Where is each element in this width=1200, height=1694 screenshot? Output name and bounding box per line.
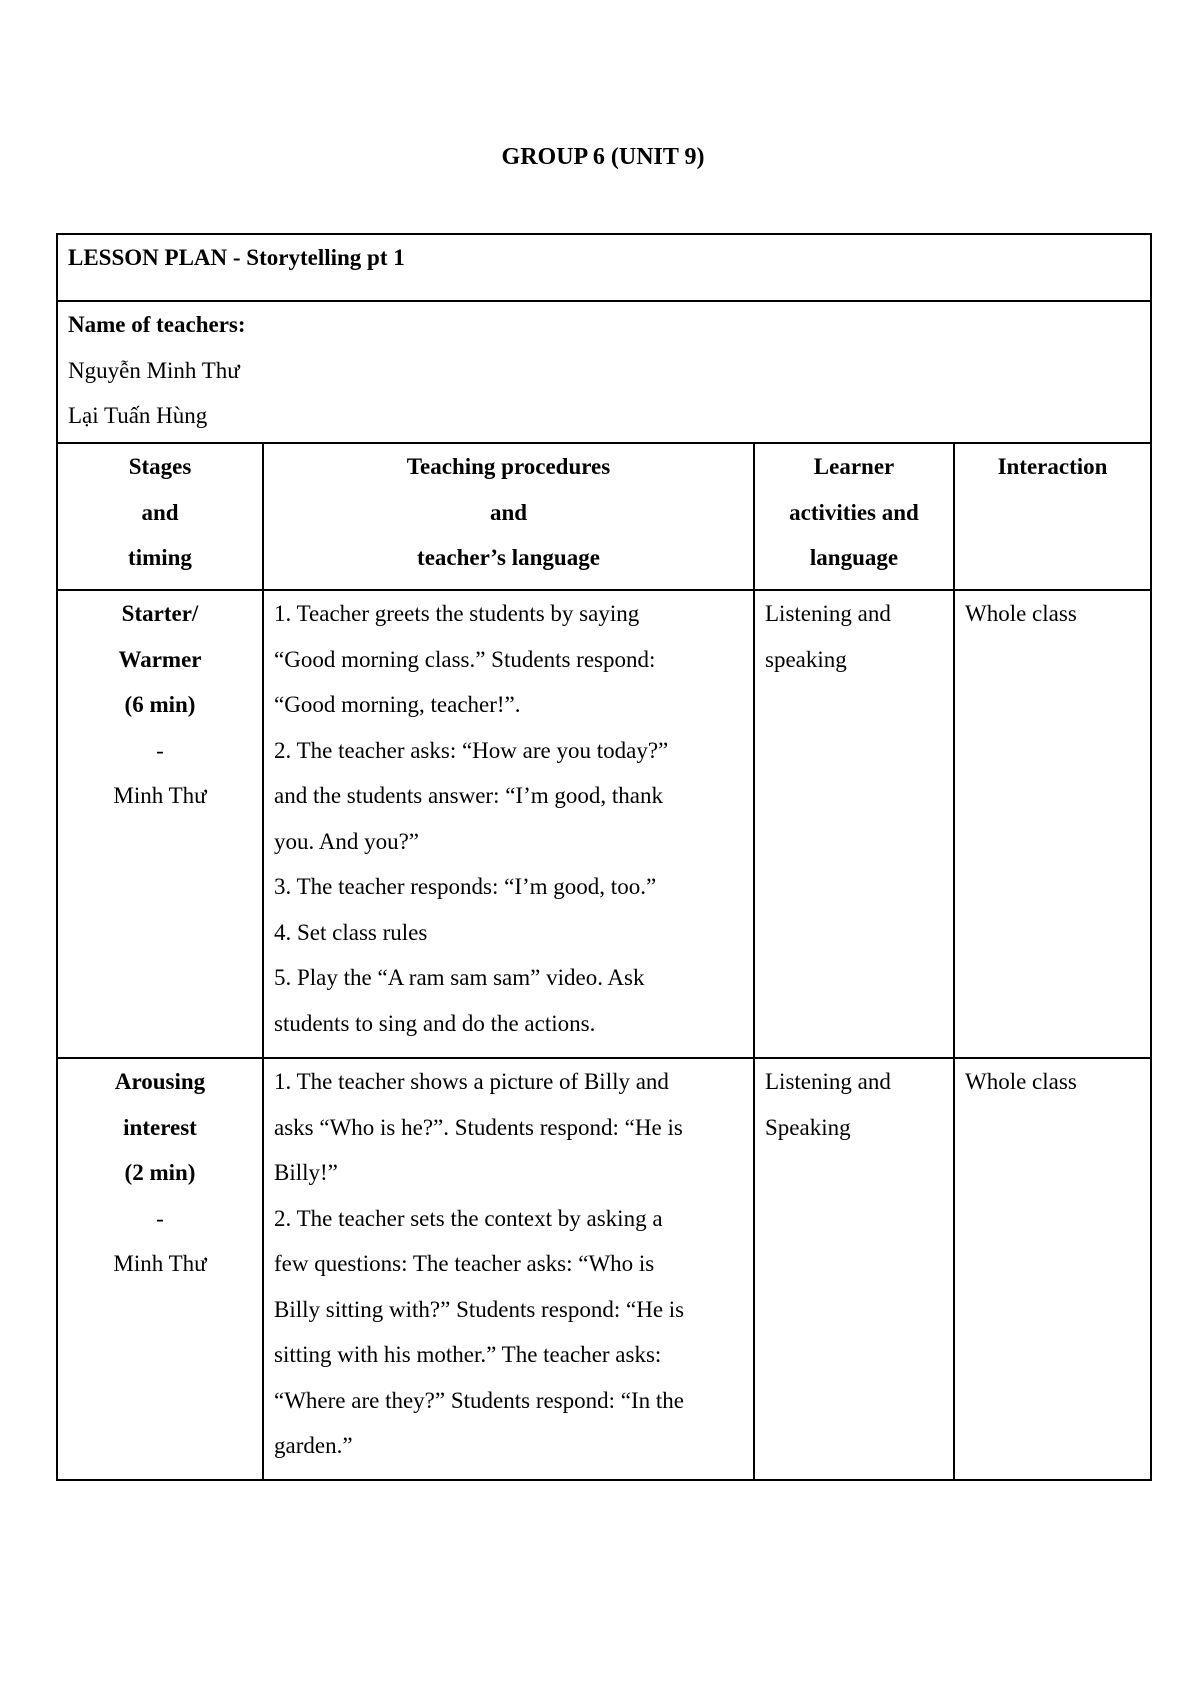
procedure-line: and the students answer: “I’m good, thank — [274, 783, 663, 808]
procedure-line: students to sing and do the actions. — [274, 1010, 596, 1036]
procedure-line: 3. The teacher responds: “I’m good, too.” — [274, 874, 657, 899]
stage-row-arousing — [57, 1058, 1151, 1480]
learner-line: Speaking — [765, 1114, 851, 1140]
interaction-cell — [954, 1058, 1151, 1480]
procedure-line: 1. Teacher greets the students by saying — [274, 601, 640, 626]
procedure-line: sitting with his mother.” The teacher asks: — [274, 1342, 662, 1367]
stage-teacher: Minh Thư — [113, 1251, 207, 1276]
column-header-text: activities and — [789, 499, 919, 525]
procedure-line: garden.” — [274, 1433, 353, 1458]
column-header-row — [57, 443, 1151, 590]
column-header-text: Interaction — [997, 454, 1108, 479]
column-header-text: Stages — [128, 454, 192, 479]
procedure-line: Billy sitting with?” Students respond: “He is — [274, 1296, 685, 1322]
column-header-learner — [754, 443, 954, 590]
stage-separator: - — [156, 1205, 164, 1231]
column-header-stages — [57, 443, 263, 590]
stage-timing: (2 min) — [124, 1160, 196, 1185]
stage-name: Starter/ — [121, 601, 199, 626]
lesson-plan-header-cell — [57, 234, 1151, 301]
column-header-text: timing — [128, 545, 192, 570]
document-title: GROUP 6 (UNIT 9) — [501, 144, 705, 170]
teacher-name: Nguyễn Minh Thư — [68, 357, 240, 383]
stage-name: Warmer — [118, 646, 202, 672]
procedure-line: Billy!” — [274, 1160, 338, 1185]
interaction-text: Whole class — [965, 601, 1077, 626]
learner-cell — [754, 1058, 954, 1480]
interaction-cell — [954, 590, 1151, 1058]
column-header-interaction — [954, 443, 1151, 590]
stage-separator: - — [156, 737, 164, 763]
lesson-plan-header-row — [57, 234, 1151, 301]
column-header-text: teacher’s language — [417, 545, 600, 570]
procedure-line: 5. Play the “A ram sam sam” video. Ask — [274, 965, 645, 990]
column-header-text: Learner — [813, 454, 895, 479]
interaction-text: Whole class — [965, 1069, 1077, 1094]
lesson-plan-label: LESSON PLAN - — [68, 245, 247, 270]
procedures-cell — [263, 590, 754, 1058]
procedure-line: 2. The teacher sets the context by asking a — [274, 1205, 663, 1231]
column-header-text: Teaching procedures — [406, 454, 611, 479]
procedure-line: few questions: The teacher asks: “Who is — [274, 1251, 655, 1276]
procedure-line: 1. The teacher shows a picture of Billy and — [274, 1069, 669, 1094]
procedure-line: “Where are they?” Students respond: “In the — [274, 1387, 684, 1413]
procedure-line: “Good morning class.” Students respond: — [274, 646, 656, 672]
learner-cell — [754, 590, 954, 1058]
procedure-line: 2. The teacher asks: “How are you today?” — [274, 737, 669, 763]
teachers-cell — [57, 301, 1151, 443]
learner-line: speaking — [765, 646, 847, 672]
column-header-procedures — [263, 443, 754, 590]
teachers-label: Name of teachers: — [68, 312, 246, 337]
teachers-row — [57, 301, 1151, 443]
procedure-line: asks “Who is he?”. Students respond: “He is — [274, 1114, 683, 1140]
procedure-line: you. And you?” — [274, 828, 420, 854]
stage-teacher: Minh Thư — [113, 783, 207, 808]
procedures-cell — [263, 1058, 754, 1480]
lesson-topic: Storytelling pt 1 — [246, 245, 405, 270]
learner-line: Listening and — [765, 601, 891, 626]
column-header-text: and — [489, 499, 528, 525]
column-header-text: and — [141, 499, 179, 525]
lesson-plan-table — [56, 233, 1152, 1481]
stage-name: interest — [123, 1114, 197, 1140]
column-header-text: language — [809, 545, 899, 570]
teacher-name: Lại Tuấn Hùng — [68, 403, 208, 428]
stage-cell — [57, 590, 263, 1058]
procedure-line: 4. Set class rules — [274, 919, 428, 945]
procedure-line: “Good morning, teacher!”. — [274, 692, 521, 717]
stage-timing: (6 min) — [124, 692, 196, 717]
learner-line: Listening and — [765, 1069, 891, 1094]
stage-name: Arousing — [114, 1069, 206, 1094]
stage-row-starter — [57, 590, 1151, 1058]
stage-cell — [57, 1058, 263, 1480]
